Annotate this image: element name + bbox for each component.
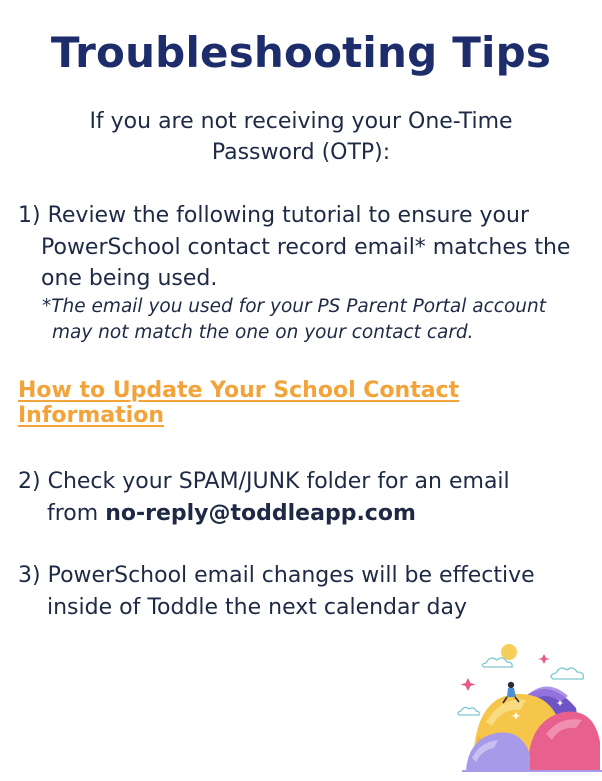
- step-1-note: [42, 294, 582, 346]
- step-2: [18, 466, 593, 529]
- step-2-line-1: Check your SPAM/JUNK folder for an email: [47, 469, 510, 494]
- step-1-line-2: PowerSchool contact record email* matches the: [41, 234, 571, 260]
- step-3-line-1: PowerSchool email changes will be effective: [47, 563, 535, 588]
- step-3-number: 3): [18, 563, 41, 588]
- step-1-line-1: Review the following tutorial to ensure your: [47, 203, 529, 228]
- sparkle-icon: [461, 678, 476, 691]
- step-3: [18, 560, 593, 623]
- cloud-icon: [551, 668, 583, 679]
- update-contact-info-link[interactable]: How to Update Your School Contact Information: [18, 378, 460, 428]
- sparkle-icon: [538, 654, 550, 664]
- page-title: Troubleshooting Tips: [50, 28, 552, 77]
- step-1-number: 1): [18, 203, 41, 228]
- support-email: no-reply@toddleapp.com: [105, 500, 416, 526]
- step-3-line-2: inside of Toddle the next calendar day: [47, 594, 467, 620]
- step-1-line-3: one being used.: [41, 266, 218, 291]
- step-2-prefix: from: [47, 500, 99, 526]
- intro-text: [60, 106, 542, 168]
- intro-line-1: If you are not receiving your One-Time: [89, 109, 513, 134]
- intro-line-2: Password (OTP):: [211, 140, 391, 165]
- step-1: [18, 200, 593, 295]
- note-line-2: may not match the one on your contact card.: [52, 322, 474, 343]
- step-2-number: 2): [18, 469, 41, 494]
- hills-illustration: [456, 638, 602, 781]
- person-icon: [508, 682, 514, 688]
- cloud-icon: [458, 707, 479, 715]
- note-line-1: *The email you used for your PS Parent Portal account: [42, 296, 546, 317]
